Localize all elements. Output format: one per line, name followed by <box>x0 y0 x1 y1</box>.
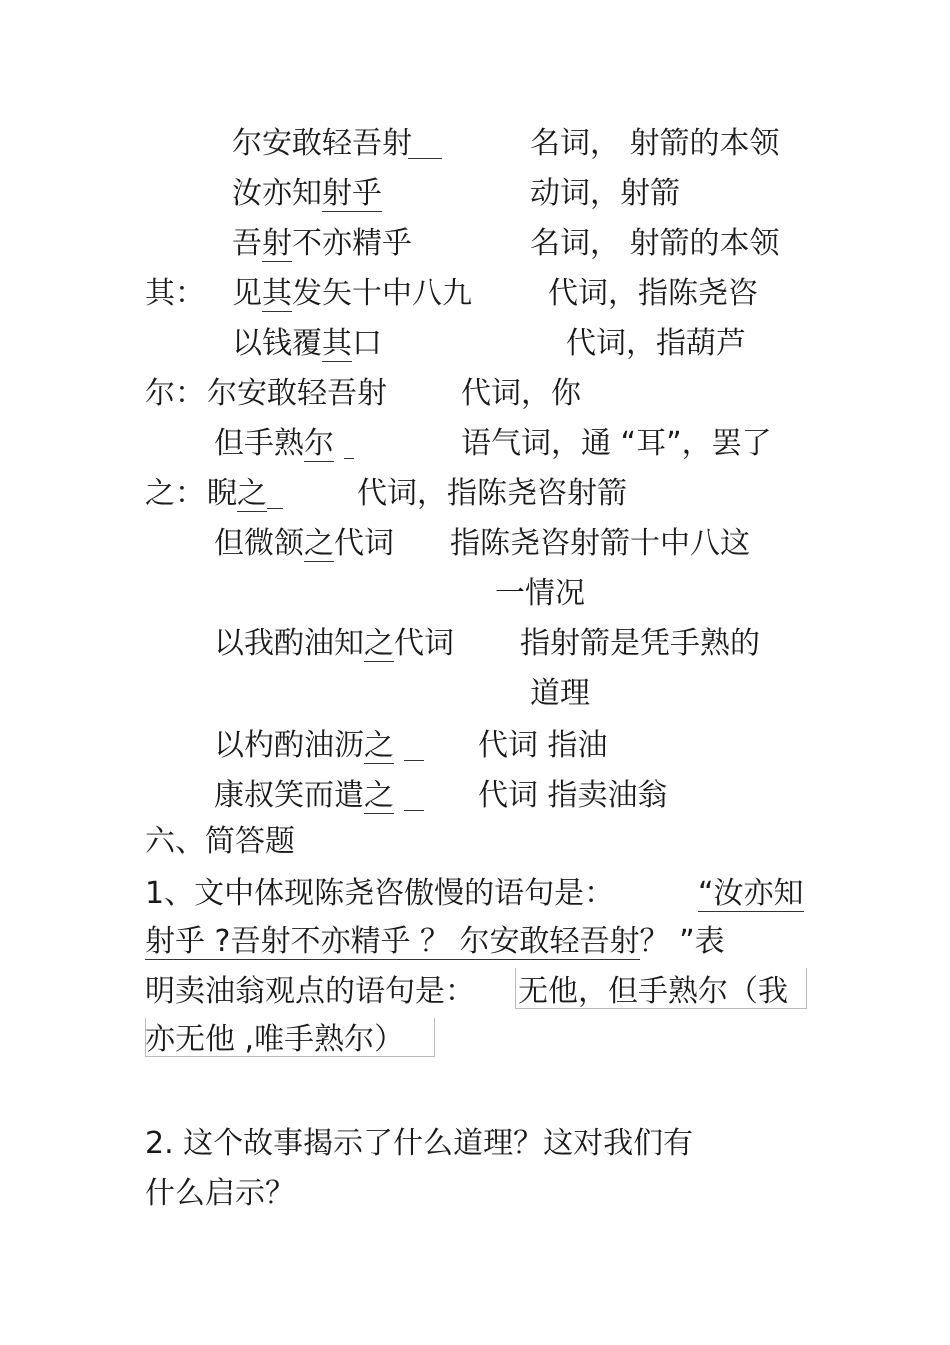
blank-underline <box>404 760 424 761</box>
blank-underline <box>344 458 354 459</box>
target-word: 尔 <box>304 426 334 461</box>
blank-underline <box>267 508 283 509</box>
meaning: 指射箭是凭手熟的 <box>520 626 760 661</box>
example-sentence: 以钱覆其口 <box>232 326 382 361</box>
meaning-continued: 一情况 <box>495 576 585 611</box>
meaning: 指陈尧咨射箭十中八这 <box>450 526 750 561</box>
answer-2-continued: 亦无他 ,唯手熟尔） <box>145 1022 405 1057</box>
example-sentence: 康叔笑而遣之 <box>214 778 394 813</box>
word-label: 尔： <box>145 376 205 411</box>
target-word: 射乎 <box>322 176 382 211</box>
meaning: 动词，射箭 <box>530 176 680 211</box>
meaning: 代词 指卖油翁 <box>478 778 668 813</box>
meaning: 代词，你 <box>461 376 581 411</box>
target-word: 其 <box>322 326 352 361</box>
question-1-text: 1、文中体现陈尧咨傲慢的语句是： <box>145 876 615 911</box>
example-sentence: 尔安敢轻吾射 <box>232 126 412 161</box>
blank-underline <box>404 810 424 811</box>
word-label: 之： <box>145 476 205 511</box>
example-sentence: 吾射不亦精乎 <box>232 226 412 261</box>
target-word: 之 <box>237 476 267 511</box>
example-sentence: 但微颔之代词 <box>214 526 394 561</box>
example-sentence: 以杓酌油沥之 <box>214 728 394 763</box>
meaning: 代词，指陈尧咨 <box>548 276 758 311</box>
meaning: 代词 指油 <box>478 728 608 763</box>
meaning: 名词， 射箭的本领 <box>530 126 780 161</box>
example-sentence: 尔安敢轻吾射 <box>207 376 387 411</box>
target-word: 其 <box>262 276 292 311</box>
example-sentence: 睨之 <box>207 476 267 511</box>
answer-1-continued: 射乎 ?吾射不亦精乎 ？ 尔安敢轻吾射？ ”表 <box>145 924 725 959</box>
target-word: 射 <box>262 226 292 261</box>
target-word: 之 <box>364 626 394 661</box>
target-word: 之 <box>364 778 394 813</box>
word-label: 其： <box>145 276 205 311</box>
question-1-line-3: 明卖油翁观点的语句是： <box>145 974 475 1009</box>
meaning: 代词，指葫芦 <box>566 326 746 361</box>
meaning: 语气词，通 “耳”，罢了 <box>461 426 772 461</box>
blank-underline <box>408 158 442 159</box>
example-sentence: 见其发矢十中八九 <box>232 276 472 311</box>
example-sentence: 以我酌油知之代词 <box>214 626 454 661</box>
example-sentence: 但手熟尔 <box>214 426 334 461</box>
section-title: 六、简答题 <box>145 824 295 859</box>
question-2-line-1: 2. 这个故事揭示了什么道理？这对我们有 <box>145 1126 694 1161</box>
target-word: 之 <box>304 526 334 561</box>
question-2-line-2: 什么启示？ <box>145 1176 295 1211</box>
meaning: 代词，指陈尧咨射箭 <box>357 476 627 511</box>
meaning: 名词， 射箭的本领 <box>530 226 780 261</box>
example-sentence: 汝亦知射乎 <box>232 176 382 211</box>
answer-1-start: “汝亦知 <box>698 876 804 911</box>
target-word: 之 <box>364 728 394 763</box>
meaning-continued: 道理 <box>530 676 590 711</box>
answer-2-start: 无他，但手熟尔（我 <box>518 974 788 1009</box>
